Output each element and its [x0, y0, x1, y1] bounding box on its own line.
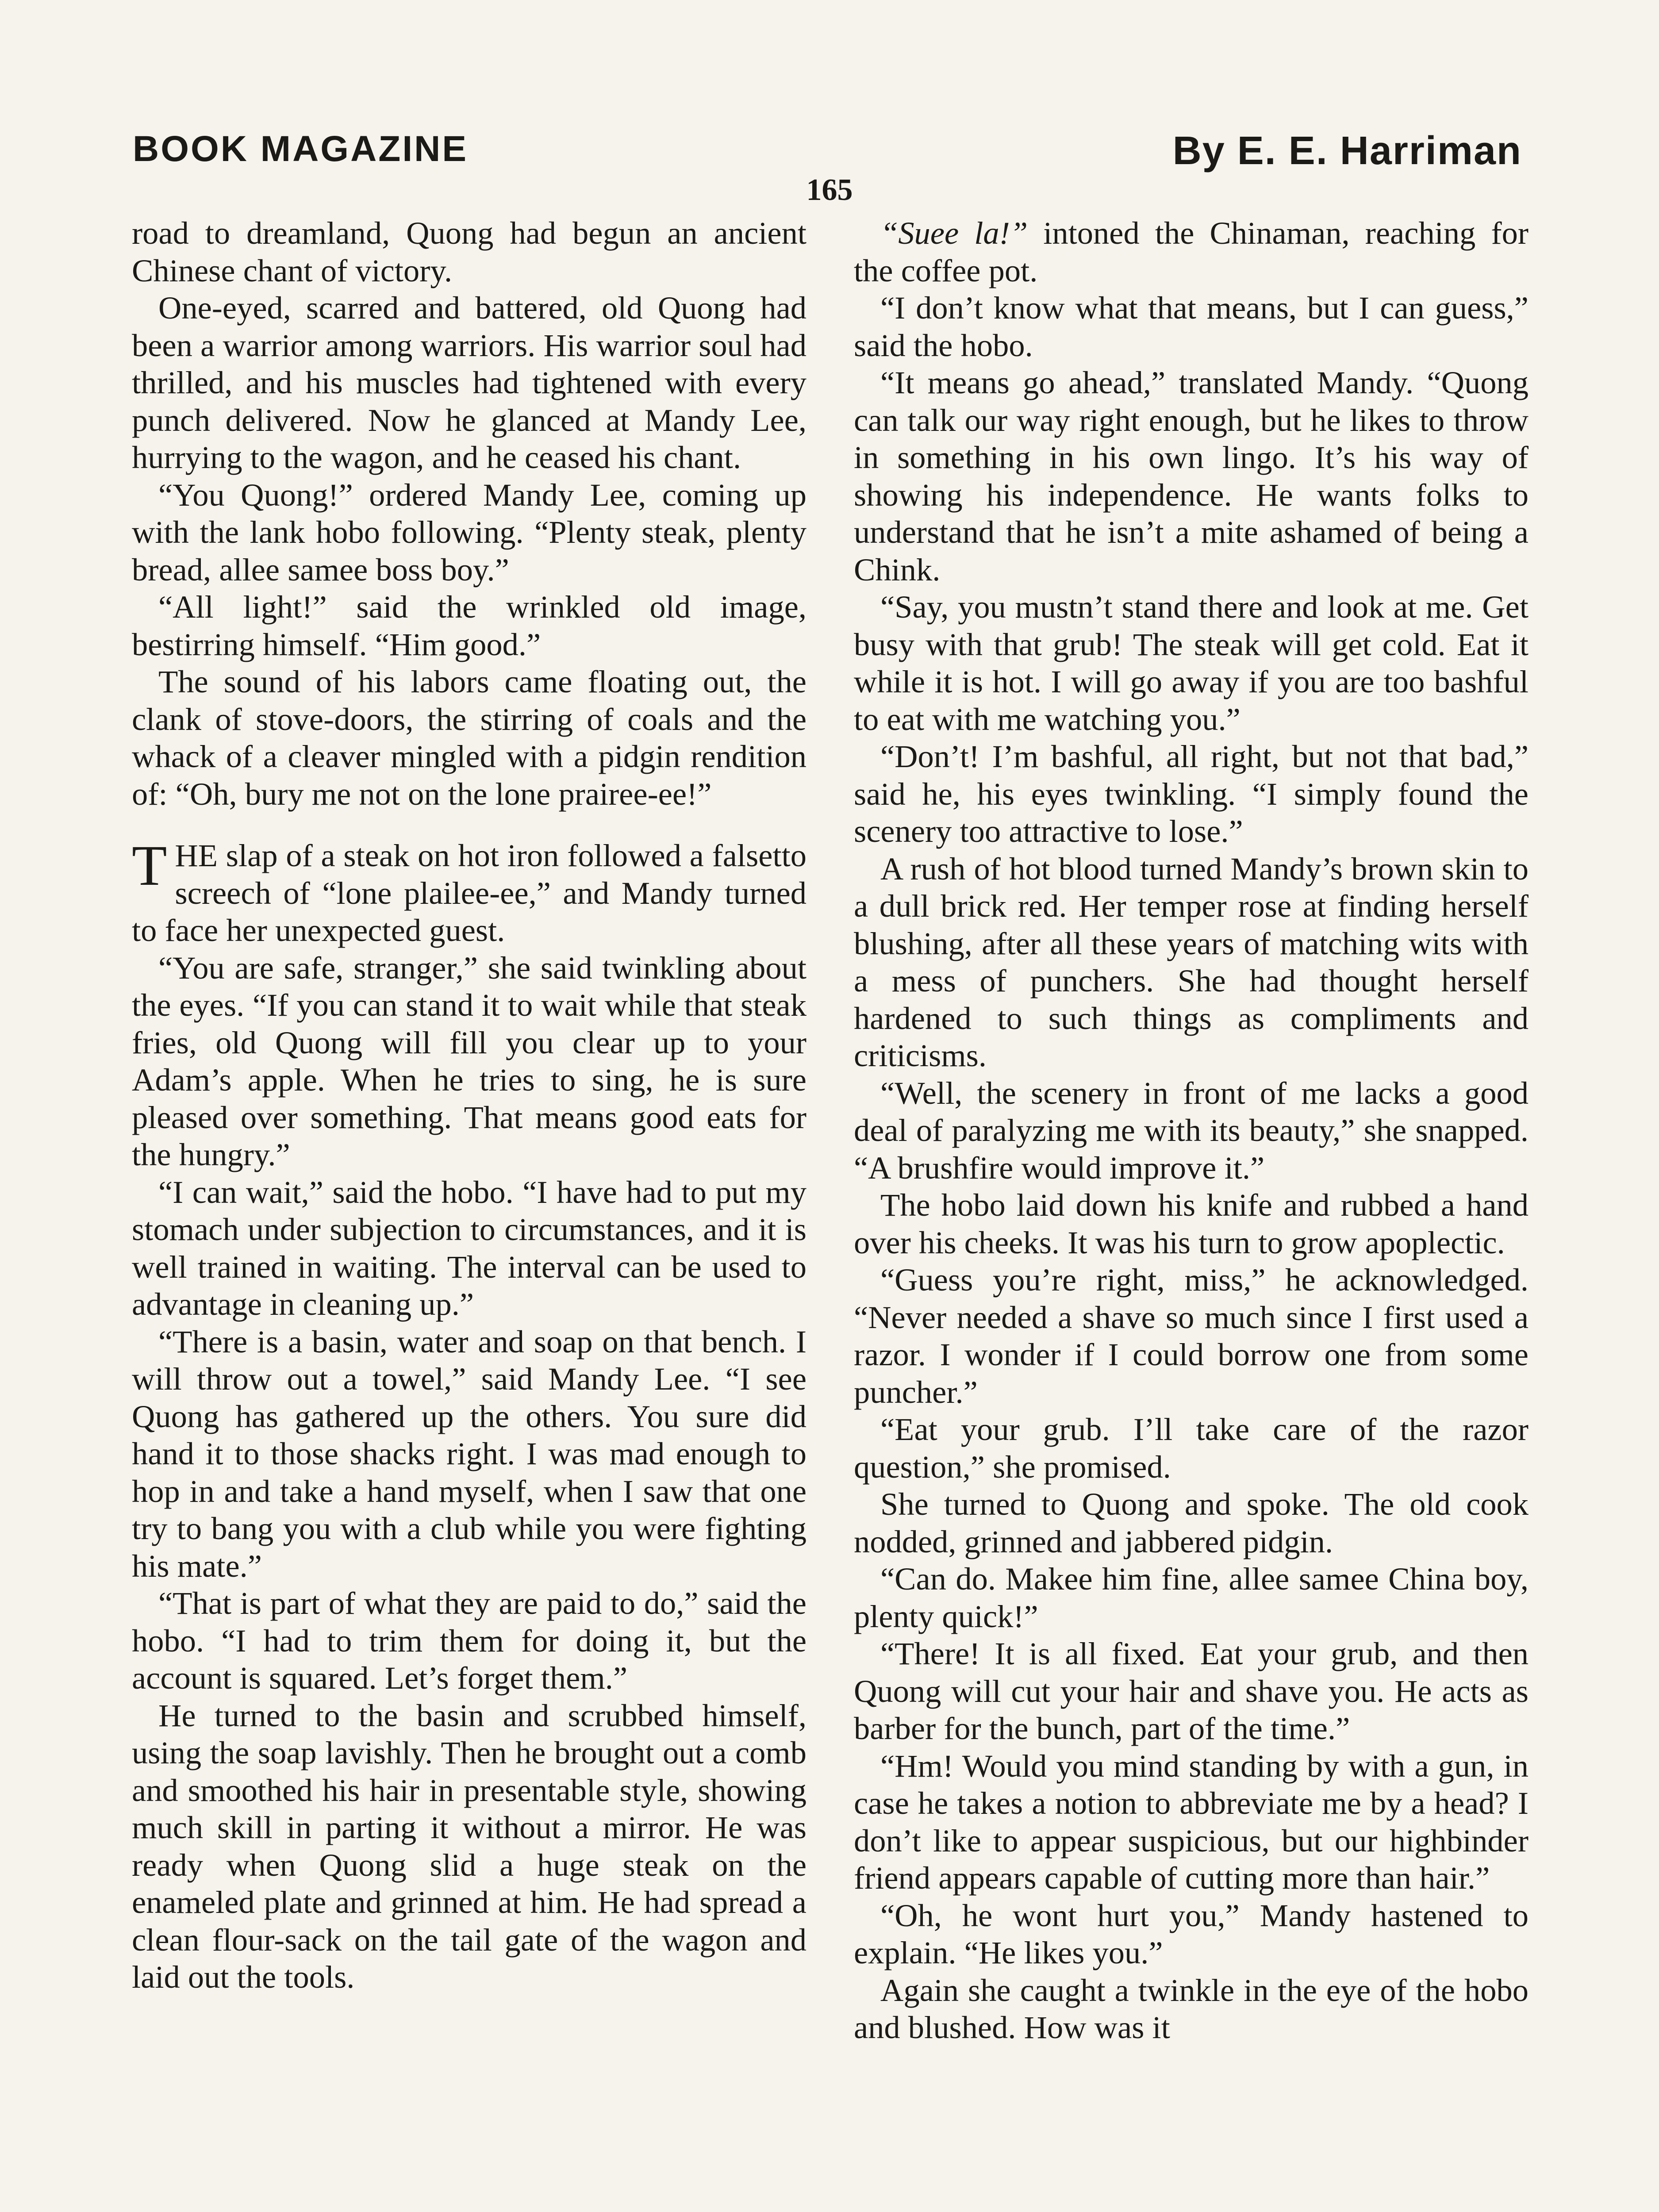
paragraph: The hobo laid down his knife and rubbed a hand over his cheeks. It was his turn to grow apoplectic.	[854, 1187, 1528, 1260]
paragraph: “There is a basin, water and soap on that bench. I will throw out a towel,” said Mandy Lee. “I see Quong has gathered up the others. You sure did hand it to those shacks right. I was mad enough to hop in and take a hand myself, when I saw that one try to bang you with a club while you were fighting his mate.”	[132, 1323, 806, 1584]
paragraph: The sound of his labors came floating out, the clank of stove-doors, the stirring of coals and the whack of a cleaver mingled with a pidgin rendition of: “Oh, bury me not on the lone prairee-ee!”	[132, 664, 806, 812]
author-byline: By E. E. Harriman	[1172, 129, 1522, 173]
paragraph	[854, 215, 1528, 289]
paragraph-text: intoned the Chinaman, reaching for the coffee pot.	[854, 215, 1528, 288]
paragraph: Again she caught a twinkle in the eye of the hobo and blushed. How was it	[854, 1972, 1528, 2045]
paragraph: “You Quong!” ordered Mandy Lee, coming up with the lank hobo following. “Plenty steak, plenty bread, allee samee boss boy.”	[132, 476, 806, 588]
paragraph: “There! It is all fixed. Eat your grub, and then Quong will cut your hair and shave you. He acts as barber for the bunch, part of the time.”	[854, 1636, 1528, 1746]
italic-exclamation: “Suee la!”	[880, 215, 1028, 251]
magazine-title: BOOK MAGAZINE	[133, 129, 469, 169]
paragraph: He turned to the basin and scrubbed himself, using the soap lavishly. Then he brought out a comb and smoothed his hair in presentable style, showing much skill in parting it without a mirror. He was ready when Quong slid a huge steak on the enameled plate and grinned at him. He had spread a clean flour-sack on the tail gate of the wagon and laid out the tools.	[132, 1697, 806, 1995]
paragraph: “Can do. Makee him fine, allee samee China boy, plenty quick!”	[854, 1561, 1528, 1634]
paragraph: She turned to Quong and spoke. The old cook nodded, grinned and jabbered pidgin.	[854, 1486, 1528, 1559]
paragraph: “Guess you’re right, miss,” he acknowledged. “Never needed a shave so much since I first used a razor. I wonder if I could borrow one from some puncher.”	[854, 1262, 1528, 1410]
paragraph: “Say, you mustn’t stand there and look at me. Get busy with that grub! The steak will get cold. Eat it while it is hot. I will go away if you are too bashful to eat with me watching you.”	[854, 589, 1528, 737]
paragraph: “All light!” said the wrinkled old image, bestirring himself. “Him good.”	[132, 589, 806, 662]
paragraph: “Don’t! I’m bashful, all right, but not that bad,” said he, his eyes twinkling. “I simply found the scenery too attractive to lose.”	[854, 738, 1528, 849]
paragraph: A rush of hot blood turned Mandy’s brown skin to a dull brick red. Her temper rose at finding herself blushing, after all these years of matching wits with a mess of punchers. She had thought herself hardened to such things as compliments and criticisms.	[854, 850, 1528, 1073]
paragraph: “I don’t know what that means, but I can guess,” said the hobo.	[854, 290, 1528, 363]
paragraph: “Well, the scenery in front of me lacks a good deal of paralyzing me with its beauty,” she snapped. “A brushfire would improve it.”	[854, 1075, 1528, 1186]
dropcap-paragraph-text: HE slap of a steak on hot iron followed a falsetto screech of “lone plailee-ee,” and Mandy turned to face her unexpected guest.	[132, 837, 806, 948]
paragraph: “You are safe, stranger,” she said twinkling about the eyes. “If you can stand it to wait while that steak fries, old Quong will fill you clear up to your Adam’s apple. When he tries to sing, he is sure pleased over something. That means good eats for the hungry.”	[132, 949, 806, 1172]
paragraph: road to dreamland, Quong had begun an ancient Chinese chant of victory.	[132, 215, 806, 288]
right-column	[854, 215, 1528, 2047]
paragraph: One-eyed, scarred and battered, old Quong had been a warrior among warriors. His warrior soul had thrilled, and his muscles had tightened with every punch delivered. Now he glanced at Mandy Lee, hurrying to the wagon, and he ceased his chant.	[132, 290, 806, 475]
left-column	[132, 215, 806, 1996]
drop-cap-letter: T	[132, 834, 167, 898]
paragraph: “Oh, he wont hurt you,” Mandy hastened to explain. “He likes you.”	[854, 1897, 1528, 1970]
paragraph: “I can wait,” said the hobo. “I have had to put my stomach under subjection to circumstances, and it is well trained in waiting. The interval can be used to advantage in cleaning up.”	[132, 1174, 806, 1322]
paragraph: “It means go ahead,” translated Mandy. “Quong can talk our way right enough, but he likes to throw in something in his own lingo. It’s his way of showing his independence. He wants folks to understand that he isn’t a mite ashamed of being a Chink.	[854, 365, 1528, 588]
paragraph: “That is part of what they are paid to do,” said the hobo. “I had to trim them for doing it, but the account is squared. Let’s forget them.”	[132, 1585, 806, 1696]
paragraph: “Eat your grub. I’ll take care of the razor question,” she promised.	[854, 1411, 1528, 1485]
page-number: 165	[806, 173, 853, 207]
paragraph: “Hm! Would you mind standing by with a gun, in case he takes a notion to abbreviate me by a head? I don’t like to appear suspicious, but our highbinder friend appears capable of cutting more than hair.”	[854, 1747, 1528, 1896]
dropcap-paragraph	[132, 834, 806, 949]
